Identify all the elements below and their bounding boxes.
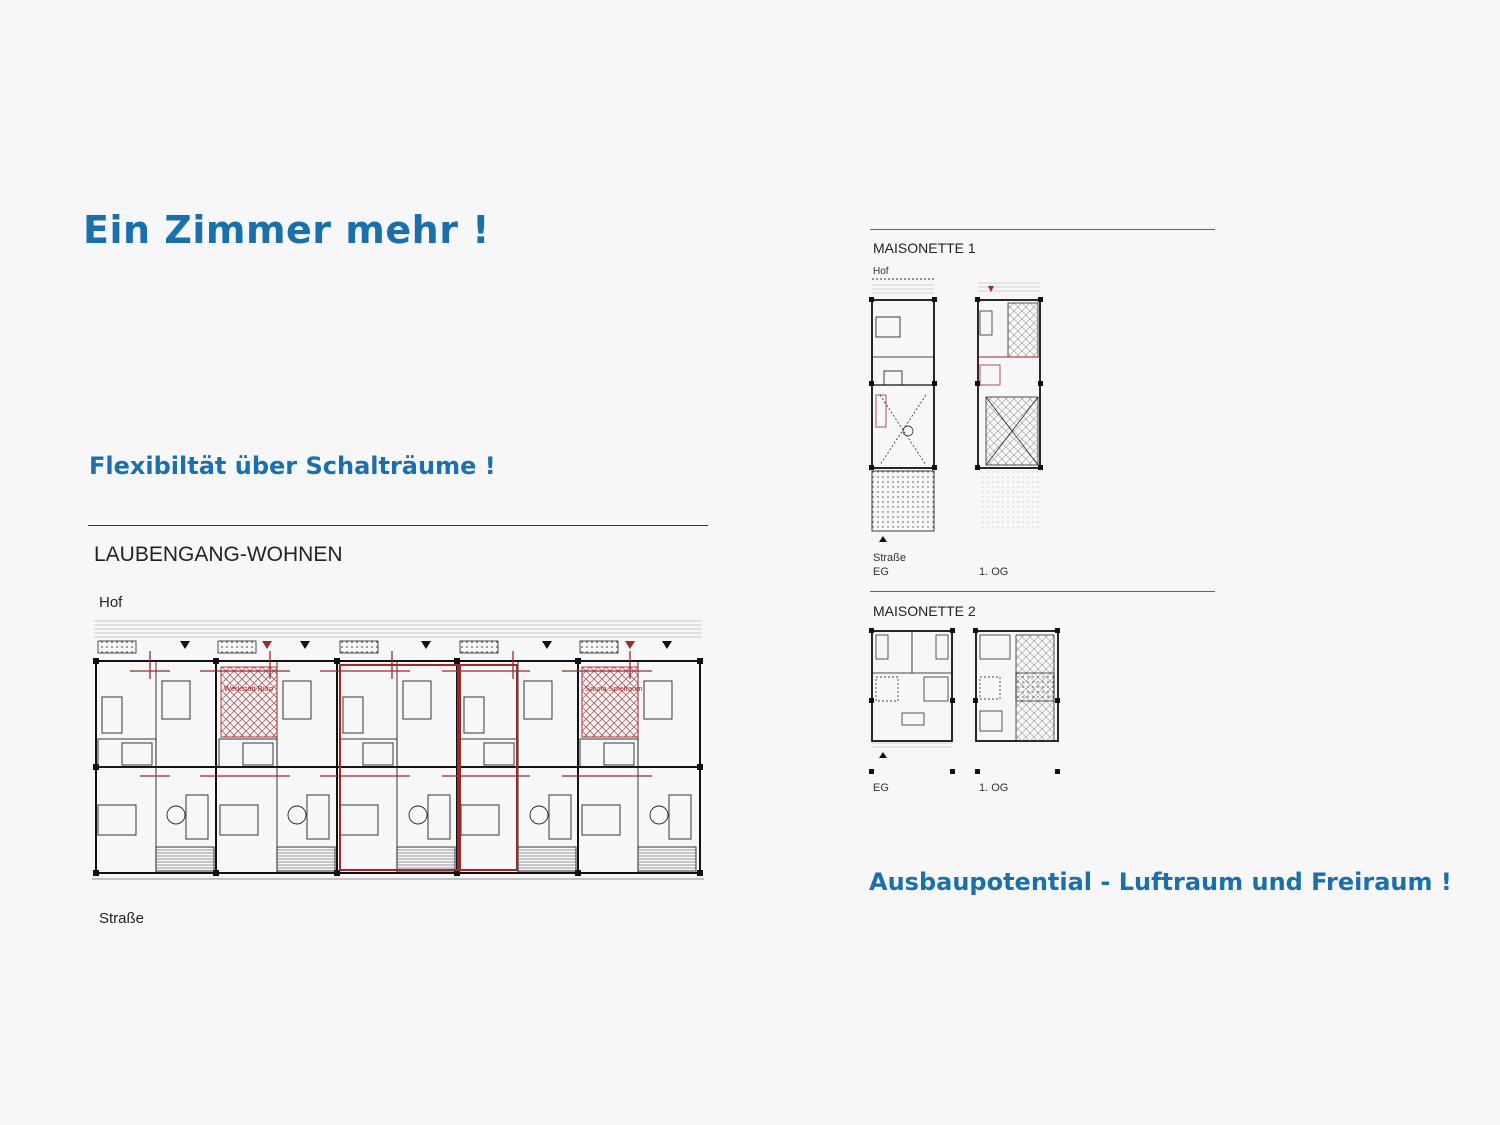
connection-arrows xyxy=(130,651,652,776)
m1-og-plan xyxy=(978,286,1042,531)
hof-label: Hof xyxy=(99,594,123,611)
flexibility-heading: Flexibiltät über Schalträume ! xyxy=(89,452,496,480)
m1-eg-label: EG xyxy=(873,566,889,578)
m2-eg-plan xyxy=(872,631,952,758)
gallery-lines xyxy=(94,621,702,637)
planter-boxes xyxy=(98,641,618,653)
room-label-sauna: Sauna Spielraum xyxy=(585,684,643,693)
m1-og-label: 1. OG xyxy=(979,566,1009,578)
maisonette2-label: MAISONETTE 2 xyxy=(873,603,976,619)
m1-hof-label: Hof xyxy=(873,266,889,277)
laubengang-label: LAUBENGANG-WOHNEN xyxy=(94,543,343,566)
m2-eg-label: EG xyxy=(873,782,889,794)
m2-og-label: 1. OG xyxy=(979,782,1009,794)
m1-strasse-label: Straße xyxy=(873,552,907,564)
laubengang-floor-plan xyxy=(90,615,710,885)
maisonette1-plans xyxy=(866,275,1056,545)
m1-eg-posts xyxy=(869,297,937,470)
room-label-werkstatt: Werkstatt Büro xyxy=(224,684,274,693)
m2-og-plan xyxy=(976,631,1058,741)
strasse-label: Straße xyxy=(99,910,145,927)
ausbaupotential-heading: Ausbaupotential - Luftraum und Freiraum ! xyxy=(869,868,1452,896)
page-title: Ein Zimmer mehr ! xyxy=(83,208,490,252)
section-divider xyxy=(88,525,708,526)
maisonette2-plans xyxy=(866,625,1066,775)
m1-divider xyxy=(870,229,1215,230)
m1-eg-plan xyxy=(872,300,934,542)
maisonette1-label: MAISONETTE 1 xyxy=(873,240,976,256)
m2-divider xyxy=(870,591,1215,592)
